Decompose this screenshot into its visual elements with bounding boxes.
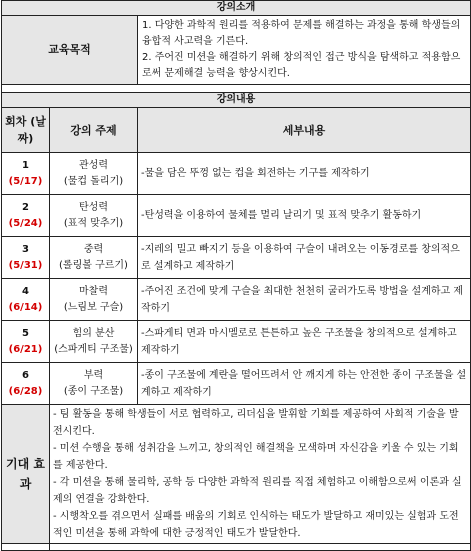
topic-activity: (느림보 구슬): [63, 301, 124, 313]
spacer-cell: [2, 85, 471, 93]
col-session-header: 회차 (날짜): [2, 108, 50, 153]
detail-cell: -주어진 조건에 맞게 구슬을 최대한 천천히 굴러가도록 방법을 설계하고 제작하기: [138, 279, 471, 321]
column-header-row: [2, 108, 471, 153]
curriculum-header-row: [2, 93, 471, 108]
course-table: [1, 0, 471, 551]
effects-label: 기대 효과: [2, 405, 50, 544]
purpose-row: [2, 16, 471, 85]
session-date: (6/21): [8, 343, 43, 355]
topic-cell: [50, 153, 138, 195]
session-number: 4: [22, 285, 29, 297]
effect-item: - 팀 활동을 통해 학생들이 서로 협력하고, 리더십을 발휘할 기회를 제공하여 사회적 기술을 발전시킨다.: [53, 409, 459, 437]
col-detail-header: 세부내용: [138, 108, 471, 153]
intro-title: 강의소개: [2, 1, 471, 16]
table-row: [2, 279, 471, 321]
topic-activity: (스파게티 구조물): [54, 343, 133, 355]
topic-cell: [50, 279, 138, 321]
session-number: 5: [22, 327, 29, 339]
topic-activity: (물컵 돌리기): [63, 175, 124, 187]
table-row: [2, 321, 471, 363]
session-date: (5/17): [8, 175, 43, 187]
session-cell: [2, 321, 50, 363]
topic-name: 탄성력: [79, 201, 108, 213]
session-number: 2: [22, 201, 29, 213]
detail-cell: -탄성력을 이용하여 물체를 멀리 날리기 및 표적 맞추기 활동하기: [138, 195, 471, 237]
topic-activity: (종이 구조물): [63, 385, 124, 397]
purpose-item: 1. 다양한 과학적 원리를 적용하여 문제를 해결하는 과정을 통해 학생들의 융합적 사고력을 기른다.: [142, 20, 461, 47]
topic-name: 관성력: [79, 159, 108, 171]
topic-name: 부력: [83, 369, 104, 381]
col-topic-header: 강의 주제: [50, 108, 138, 153]
detail-cell: -종이 구조물에 계란을 떨어뜨려서 안 깨지게 하는 안전한 종이 구조물을 설계하고 제작하기: [138, 363, 471, 405]
session-date: (5/24): [8, 217, 43, 229]
session-date: (6/28): [8, 385, 43, 397]
topic-activity: (표적 맞추기): [63, 217, 124, 229]
session-cell: [2, 195, 50, 237]
effects-text: [50, 405, 471, 544]
effect-item: - 시행착오를 겪으면서 실패를 배움의 기회로 인식하는 태도가 발달하고 재미있는 실험과 도전적인 미션을 통해 과학에 대한 긍정적인 태도가 발달한다.: [53, 511, 459, 539]
table-row: [2, 153, 471, 195]
session-date: (5/31): [8, 259, 43, 271]
session-cell: [2, 363, 50, 405]
topic-cell: [50, 363, 138, 405]
spacer-row: [2, 85, 471, 93]
tail-cell: [2, 544, 50, 551]
session-number: 6: [22, 369, 29, 381]
table-row: [2, 195, 471, 237]
session-number: 3: [22, 243, 29, 255]
detail-cell: -스파게티 면과 마시멜로로 튼튼하고 높은 구조물을 창의적으로 설계하고 제작하기: [138, 321, 471, 363]
detail-cell: -물을 담은 뚜껑 없는 컵을 회전하는 기구를 제작하기: [138, 153, 471, 195]
purpose-item: 2. 주어진 미션을 해결하기 위해 창의적인 접근 방식을 탐색하고 적용함으로써 문제해결 능력을 향상시킨다.: [142, 52, 461, 79]
session-number: 1: [22, 159, 29, 171]
effects-row: [2, 405, 471, 544]
effect-item: - 미션 수행을 통해 성취감을 느끼고, 창의적인 해결책을 모색하며 자신감을 키울 수 있는 기회를 제공한다.: [53, 443, 459, 471]
tail-cell: [50, 544, 471, 551]
topic-name: 힘의 분산: [72, 327, 115, 339]
curriculum-title: 강의내용: [2, 93, 471, 108]
intro-header-row: [2, 1, 471, 16]
session-date: (6/14): [8, 301, 43, 313]
topic-activity: (롤링볼 구르기): [59, 259, 128, 271]
topic-cell: [50, 237, 138, 279]
effect-item: - 각 미션을 통해 물리학, 공학 등 다양한 과학적 원리를 직접 체험하고 이해함으로써 이론과 실제의 연결을 강화한다.: [53, 477, 462, 505]
topic-name: 마찰력: [79, 285, 108, 297]
session-cell: [2, 153, 50, 195]
purpose-label: 교육목적: [2, 16, 138, 85]
table-row: [2, 363, 471, 405]
table-row: [2, 237, 471, 279]
session-cell: [2, 237, 50, 279]
session-cell: [2, 279, 50, 321]
detail-cell: -지레의 밀고 빠지기 등을 이용하여 구슬이 내려오는 이동경로를 창의적으로 설계하고 제작하기: [138, 237, 471, 279]
topic-cell: [50, 195, 138, 237]
topic-name: 중력: [83, 243, 104, 255]
purpose-text: [138, 16, 471, 85]
topic-cell: [50, 321, 138, 363]
tail-row: [2, 544, 471, 551]
